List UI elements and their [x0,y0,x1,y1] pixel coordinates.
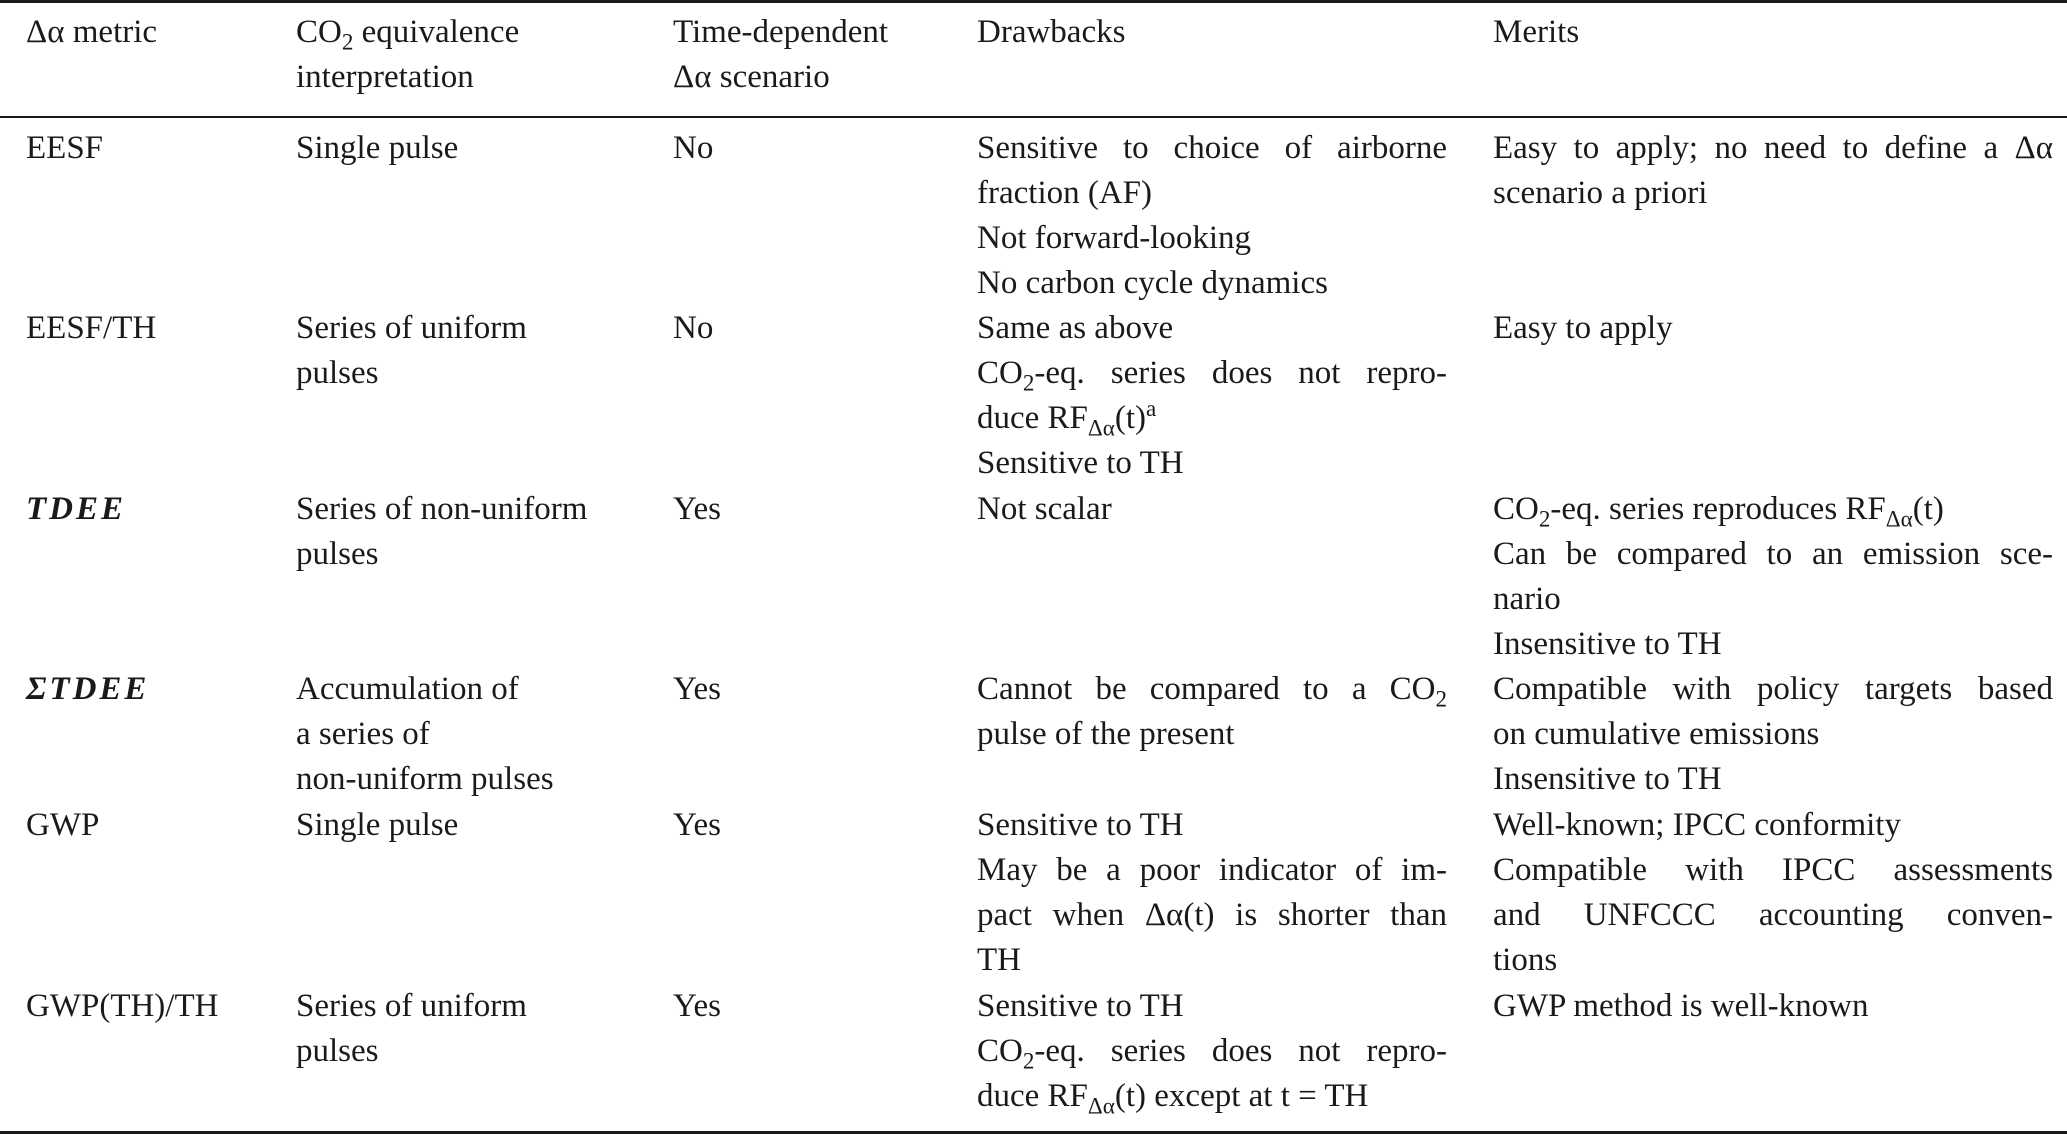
row-merits: Compatible with policy targets based on cumulative emissions Insensitive to TH [1493,671,2053,797]
header-drawbacks: Drawbacks [977,14,1126,50]
row-co2-interpretation: Single pulse [296,130,459,166]
table-bottom-rule [0,1131,2067,1134]
row-drawbacks: Sensitive to choice of airborne fraction (AF) Not forward-looking No carbon cycle dynamics [977,130,1447,301]
row-merits: Easy to apply; no need to define a Δα scenario a priori [1493,130,2053,211]
row-co2-interpretation: Accumulation of a series of non-uniform pulses [296,671,554,797]
row-drawbacks: Sensitive to TH May be a poor indicator of im- pact when Δα(t) is shorter than TH [977,807,1447,978]
header-time-dependent: Time-dependent Δα scenario [673,14,889,95]
row-drawbacks: Same as above $CO_2-eq$. series does not repro- duce $RF_{\Delta\alpha}(t)^a$ Sensitive to TH [977,310,1447,481]
row-metric: TDEE [26,491,127,527]
row-time-dependent: Yes [673,988,722,1024]
row-drawbacks: Cannot be compared to a $CO_2$ pulse of the present [977,671,1447,752]
row-metric: EESF [26,130,104,166]
row-metric: EESF/TH [26,310,157,346]
row-metric: GWP [26,807,100,843]
row-merits: Easy to apply [1493,310,1673,346]
row-drawbacks: Not scalar [977,491,1112,527]
row-co2-interpretation: Series of uniform pulses [296,310,527,391]
row-merits: GWP method is well-known [1493,988,1869,1024]
row-time-dependent: No [673,130,714,166]
row-co2-interpretation: Series of uniform pulses [296,988,527,1069]
table-header-rule [0,116,2067,118]
table-top-rule [0,0,2067,3]
row-metric: GWP(TH)/TH [26,988,219,1024]
row-merits: Well-known; IPCC conformity Compatible with IPCC assessments and UNFCCC accounting conven- tions [1493,807,2053,978]
header-co2-equivalence: $CO_2$ equivalence interpretation [296,14,520,95]
row-drawbacks: Sensitive to TH $CO_2-eq$. series does not repro- duce $RF_{\Delta\alpha}(t)$ except at t = TH [977,988,1447,1119]
row-co2-interpretation: Single pulse [296,807,459,843]
row-metric: ΣTDEE [26,671,150,707]
row-merits: $CO_2-eq$. series reproduces $RF_{\Delta\alpha}(t)$ Can be compared to an emission sce- nario Insensitive to TH [1493,491,2053,662]
header-metric: Δα metric [26,14,158,50]
row-time-dependent: Yes [673,807,722,843]
row-time-dependent: Yes [673,491,722,527]
row-time-dependent: Yes [673,671,722,707]
row-co2-interpretation: Series of non-uniform pulses [296,491,588,572]
header-merits: Merits [1493,14,1580,50]
row-time-dependent: No [673,310,714,346]
